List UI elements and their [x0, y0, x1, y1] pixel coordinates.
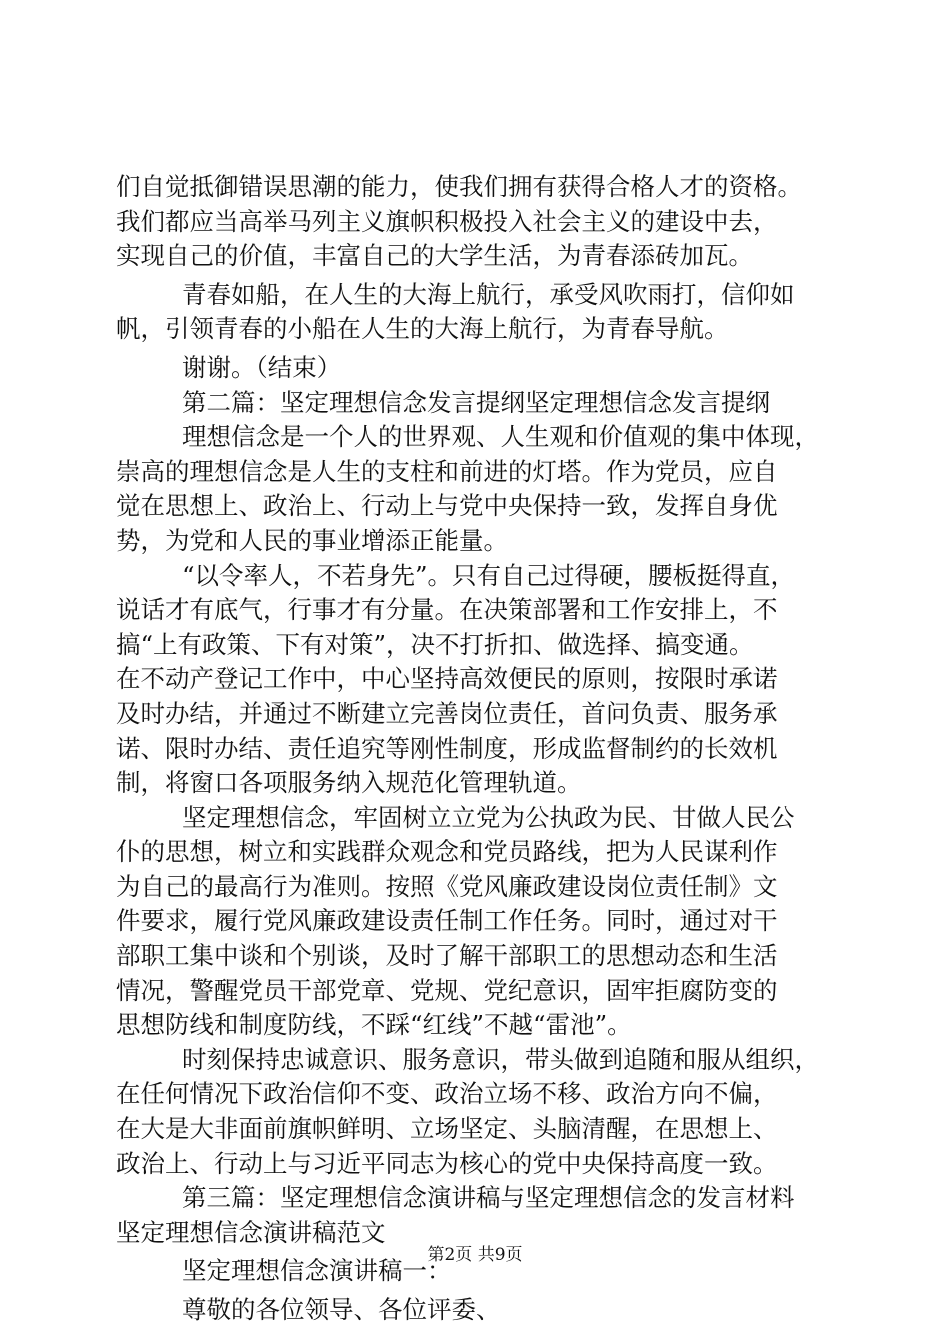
- text-line: 觉在思想上、政治上、行动上与党中央保持一致，发挥自身优: [116, 491, 778, 521]
- text-line: 我们都应当高举马列主义旗帜积极投入社会主义的建设中去，: [116, 206, 778, 236]
- text-line: 及时办结，并通过不断建立完善岗位责任，首问负责、服务承: [116, 698, 778, 728]
- paragraph-first-line: 谢谢。（结束）: [182, 352, 342, 382]
- text-line: 在不动产登记工作中，中心坚持高效便民的原则，按限时承诺: [116, 664, 778, 694]
- text-line: 部职工集中谈和个别谈，及时了解干部职工的思想动态和生活: [116, 941, 778, 971]
- text-line: 思想防线和制度防线，不踩“红线”不越“雷池”。: [116, 1010, 632, 1040]
- text-line: 件要求，履行党风廉政建设责任制工作任务。同时，通过对干: [116, 906, 778, 936]
- text-line: 情况，警醒党员干部党章、党规、党纪意识，固牢拒腐防变的: [116, 975, 778, 1005]
- text-line: 说话才有底气，行事才有分量。在决策部署和工作安排上，不: [116, 595, 778, 625]
- document-body: [116, 170, 836, 1328]
- paragraph-first-line: 青春如船，在人生的大海上航行，承受风吹雨打，信仰如: [182, 279, 795, 309]
- text-line: 在任何情况下政治信仰不变、政治立场不移、政治方向不偏，: [116, 1079, 778, 1109]
- text-line: 搞“上有政策、下有对策”，决不打折扣、做选择、搞变通。: [116, 629, 754, 659]
- page-number-footer: 第2页 共9页: [427, 1245, 523, 1265]
- paragraph-first-line: 坚定理想信念，牢固树立立党为公执政为民、甘做人民公: [182, 802, 795, 832]
- section-heading: 第三篇：坚定理想信念演讲稿与坚定理想信念的发言材料: [182, 1183, 795, 1213]
- paragraph-first-line: 时刻保持忠诚意识、服务意识，带头做到追随和服从组织，: [182, 1044, 819, 1074]
- text-line: 实现自己的价值，丰富自己的大学生活，为青春添砖加瓦。: [116, 241, 753, 271]
- text-line: 崇高的理想信念是人生的支柱和前进的灯塔。作为党员，应自: [116, 456, 778, 486]
- text-line: 帆，引领青春的小船在人生的大海上航行，为青春导航。: [116, 314, 729, 344]
- text-line: 们自觉抵御错误思潮的能力，使我们拥有获得合格人才的资格。: [116, 172, 802, 201]
- text-line: 为自己的最高行为准则。按照《党风廉政建设岗位责任制》文: [116, 871, 778, 901]
- paragraph-first-line: 理想信念是一个人的世界观、人生观和价值观的集中体现，: [182, 422, 819, 452]
- paragraph-first-line: “以令率人，不若身先”。只有自己过得硬，腰板挺得直，: [182, 560, 796, 590]
- section-heading: 第二篇：坚定理想信念发言提纲坚定理想信念发言提纲: [182, 387, 770, 417]
- text-line: 在大是大非面前旗帜鲜明、立场坚定、头脑清醒，在思想上、: [116, 1114, 778, 1144]
- salutation: 尊敬的各位领导、各位评委、: [182, 1295, 501, 1324]
- text-line: 政治上、行动上与习近平同志为核心的党中央保持高度一致。: [116, 1148, 778, 1178]
- text-line: 诺、限时办结、责任追究等刚性制度，形成监督制约的长效机: [116, 733, 778, 763]
- text-line: 势，为党和人民的事业增添正能量。: [116, 525, 508, 555]
- text-line: 制，将窗口各项服务纳入规范化管理轨道。: [116, 768, 582, 798]
- subheading: 坚定理想信念演讲稿一：: [182, 1256, 452, 1286]
- text-line: 仆的思想，树立和实践群众观念和党员路线，把为人民谋利作: [116, 837, 778, 867]
- section-heading-continued: 坚定理想信念演讲稿范文: [116, 1217, 386, 1247]
